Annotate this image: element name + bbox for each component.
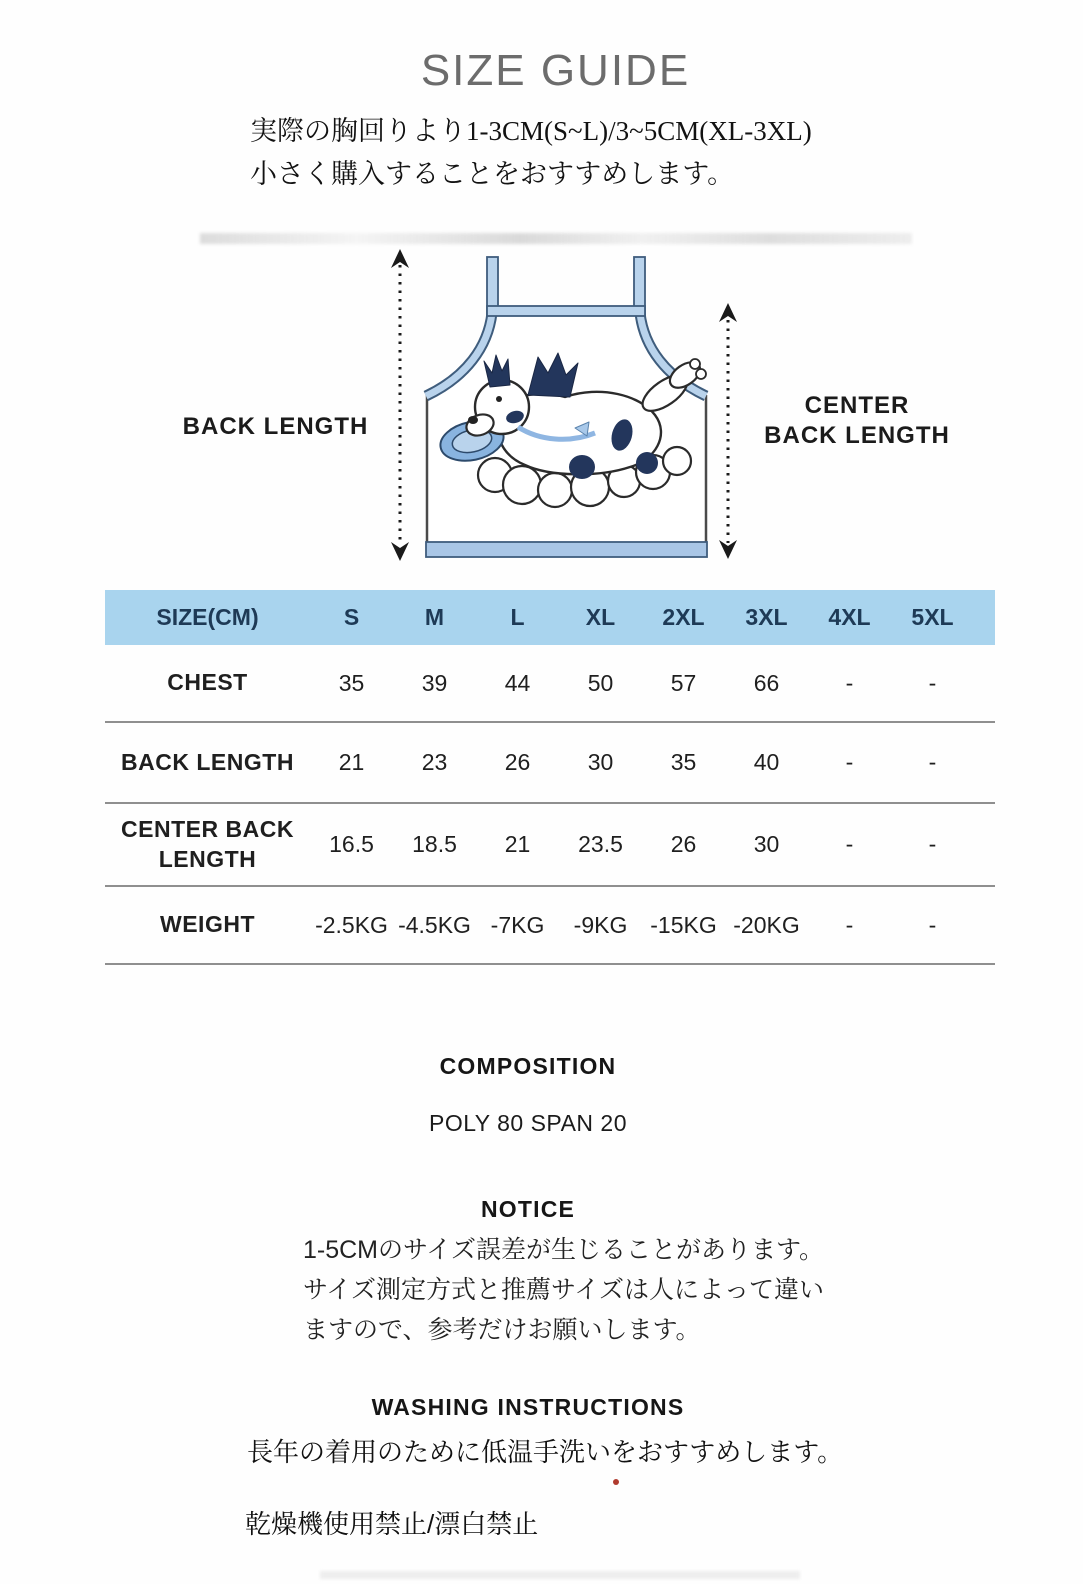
column-header: XL [585, 604, 616, 630]
row-label: CENTER BACK LENGTH [121, 815, 294, 872]
column-header: M [424, 604, 445, 630]
table-row-back-length [105, 723, 995, 804]
cell-value: 44 [504, 669, 531, 696]
center-back-length-label-line2: BACK LENGTH [764, 422, 950, 449]
cell-value: - [845, 911, 854, 938]
intro-text [250, 110, 812, 196]
notice-heading: NOTICE [480, 1196, 576, 1222]
composition-heading: COMPOSITION [439, 1053, 617, 1079]
cell-value: 40 [753, 749, 780, 775]
red-dot-artifact [613, 1479, 619, 1485]
cell-value: -4.5KG [398, 911, 471, 938]
intro-line-2: 小さく購入することをおすすめします。 [250, 159, 735, 189]
cell-value: 21 [338, 749, 365, 775]
cell-value: 26 [504, 749, 531, 775]
faded-print-artifact [200, 233, 912, 244]
cell-value: 35 [670, 749, 697, 775]
cell-value: -2.5KG [315, 911, 388, 938]
cell-value: -9KG [573, 911, 628, 938]
cell-value: - [928, 669, 937, 696]
cell-value: - [845, 831, 854, 857]
column-header: 2XL [662, 604, 705, 630]
column-header: L [510, 604, 525, 630]
intro-line-1: 実際の胸回りより1-3CM(S~L)/3~5CM(XL-3XL) [250, 116, 812, 146]
notice-line-2: サイズ測定方式と推薦サイズは人によって違い [303, 1276, 825, 1304]
composition-value: POLY 80 SPAN 20 [428, 1110, 627, 1136]
cell-value: - [845, 749, 854, 775]
garment-neck-bar [487, 306, 645, 316]
cell-value: 57 [670, 669, 697, 696]
notice-text [303, 1230, 824, 1350]
table-row-center-back-length [105, 804, 995, 887]
cell-value: -7KG [490, 911, 545, 938]
back-length-arrow-icon [391, 249, 409, 561]
cell-value: 26 [670, 831, 697, 857]
column-header: 4XL [828, 604, 871, 630]
size-table [105, 590, 995, 965]
cell-value: 23 [421, 749, 448, 775]
cell-value: -15KG [650, 911, 717, 938]
column-header: 3XL [745, 604, 788, 630]
center-back-length-label-line1: CENTER [804, 392, 910, 419]
cell-value: 18.5 [412, 831, 457, 857]
back-length-label: BACK LENGTH [182, 413, 369, 440]
center-back-length-label [748, 391, 966, 451]
size-table-header-row [105, 590, 995, 645]
cell-value: 30 [753, 831, 780, 857]
garment-measurement-diagram [150, 245, 950, 580]
cell-value: 66 [753, 669, 780, 696]
cell-value: 21 [504, 831, 531, 857]
center-back-length-arrow-icon [719, 303, 737, 559]
row-label: WEIGHT [160, 911, 255, 938]
column-header: SIZE(CM) [156, 604, 259, 630]
cell-value: 39 [421, 669, 448, 696]
washing-line-1: 長年の着用のために低温手洗いをおすすめします。 [247, 1437, 844, 1467]
cell-value: 23.5 [578, 831, 623, 857]
table-row-chest [105, 645, 995, 723]
notice-line-1: 1-5CMのサイズ誤差が生じることがあります。 [303, 1236, 825, 1264]
notice-line-3: ますので、参考だけお願いします。 [303, 1316, 701, 1344]
cell-value: 30 [587, 749, 614, 775]
garment-hem-band [426, 542, 707, 557]
washing-instructions-heading: WASHING INSTRUCTIONS [371, 1394, 685, 1420]
cell-value: 16.5 [329, 831, 374, 857]
column-header: S [343, 604, 360, 630]
washing-line-2: 乾燥機使用禁止/漂白禁止 [245, 1509, 539, 1539]
cell-value: 50 [587, 669, 614, 696]
tank-top-illustration [426, 257, 707, 557]
cell-value: - [928, 749, 937, 775]
row-label: BACK LENGTH [121, 748, 294, 775]
column-header: 5XL [911, 604, 954, 630]
page-title: SIZE GUIDE [420, 46, 691, 95]
row-label: CHEST [167, 669, 248, 696]
cell-value: -20KG [733, 911, 800, 938]
faded-print-artifact-bottom [320, 1571, 800, 1579]
cell-value: - [928, 911, 937, 938]
cell-value: 35 [338, 669, 365, 696]
cell-value: - [928, 831, 937, 857]
table-row-weight [105, 887, 995, 965]
cell-value: - [845, 669, 854, 696]
